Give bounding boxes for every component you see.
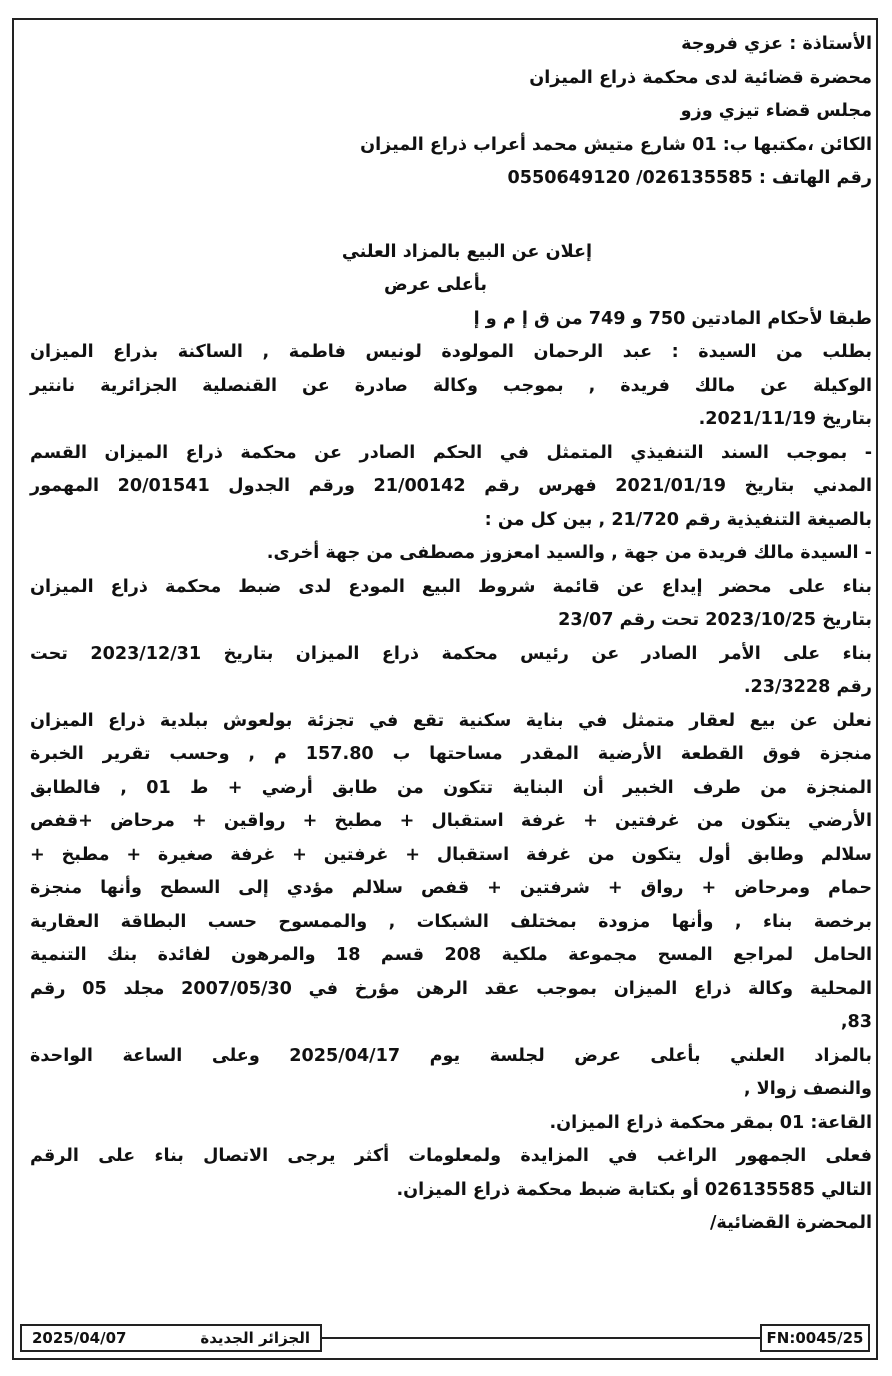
announcement-document [30, 28, 872, 1241]
body-line: المدني بتاريخ 2021/01/19 فهرس رقم 21/00142 ورقم الجدول 20/01541 المهمور [30, 476, 872, 496]
body-line: برخصة بناء , وأنها مزودة بمختلف الشبكات , والممسوح حسب البطاقة العقارية [30, 911, 872, 932]
body-line: حمام ومرحاض + رواق + شرفتين + قفص سلالم مؤدي إلى السطح وأنها منجزة [30, 878, 872, 898]
body-line: منجزة فوق القطعة الأرضية المقدر مساحتها ب 157.80 م , وحسب تقرير الخبرة [30, 744, 872, 764]
body-line: رقم 23/3228. [743, 677, 872, 697]
body-line: - السيدة مالك فريدة من جهة , والسيد امعزوز مصطفى من جهة أخرى. [266, 543, 872, 563]
body-line: طبقا لأحكام المادتين 750 و 749 من ق إ م و إ [473, 308, 872, 329]
phone-number: رقم الهاتف : 026135585/ 0550649120 [507, 168, 872, 188]
body-line: بالصيغة التنفيذية رقم 21/720 , بين كل من : [484, 509, 872, 530]
body-line: والنصف زوالا , [743, 1079, 872, 1099]
body-line: فعلى الجمهور الراغب في المزايدة ولمعلومات أكثر يرجى الاتصال بناء على الرقم [30, 1146, 872, 1166]
body-line: الأرضي يتكون من غرفتين + غرفة استقبال + مطبخ + رواقين + مرحاض +قفص [30, 811, 872, 831]
body-line: سلالم وطابق أول يتكون من غرفة استقبال + غرفتين + غرفة صغيرة + مطبخ + [30, 844, 872, 865]
announcement-body [30, 303, 872, 1208]
body-line: بتاريخ 2021/11/19. [698, 409, 872, 429]
signature: المحضرة القضائية/ [709, 1213, 872, 1233]
body-line: بالمزاد العلني بأعلى عرض لجلسة يوم 2025/04/17 وعلى الساعة الواحدة [30, 1045, 872, 1066]
body-line: الوكيلة عن مالك فريدة , بموجب وكالة صادرة عن القنصلية الجزائرية نانتير [30, 375, 872, 396]
bailiff-name: الأستاذة : عزي فروجة [681, 34, 872, 54]
footer [12, 1316, 878, 1360]
body-line: الحامل لمراجع المسح مجموعة ملكية 208 قسم 18 والمرهون لفائدة بنك التنمية [30, 945, 872, 965]
court-council: مجلس قضاء تيزي وزو [680, 101, 872, 121]
publication-date: 2025/04/07 [32, 1329, 127, 1347]
bailiff-title: محضرة قضائية لدى محكمة ذراع الميزان [529, 67, 872, 88]
newspaper-name: الجزائر الجديدة [200, 1329, 310, 1347]
body-line: بطلب من السيدة : عبد الرحمان المولودة لونيس فاطمة , الساكنة بذراع الميزان [30, 342, 872, 362]
body-line: التالي 026135585 أو بكتابة ضبط محكمة ذراع الميزان. [396, 1179, 872, 1200]
bailiff-header [30, 28, 872, 196]
body-line: القاعة: 01 بمقر محكمة ذراع الميزان. [549, 1112, 872, 1133]
body-line: نعلن عن بيع لعقار متمثل في بناية سكنية تقع في تجزئة بولعوش ببلدية ذراع الميزان [30, 710, 872, 731]
footer-rule [322, 1337, 760, 1339]
body-line: بناء على الأمر الصادر عن رئيس محكمة ذراع الميزان بتاريخ 2023/12/31 تحت [30, 643, 872, 664]
body-line: 83, [840, 1012, 872, 1032]
body-line: بتاريخ 2023/10/25 تحت رقم 23/07 [558, 610, 872, 630]
body-line: بناء على محضر إيداع عن قائمة شروط البيع المودع لدى ضبط محكمة ذراع الميزان [30, 576, 872, 597]
announcement-title: إعلان عن البيع بالمزاد العلني [341, 241, 592, 262]
body-line: - بموجب السند التنفيذي المتمثل في الحكم الصادر عن محكمة ذراع الميزان القسم [30, 442, 872, 463]
office-address: الكائن ،مكتبها ب: 01 شارع متيش محمد أعراب ذراع الميزان [360, 134, 872, 155]
body-line: المنجزة من طرف الخبير أن البناية تتكون من طابق أرضي + ط 01 , فالطابق [30, 777, 872, 798]
announcement-subtitle: بأعلى عرض [384, 275, 487, 295]
reference-tag: FN:0045/25 [760, 1324, 870, 1352]
body-line: المحلية وكالة ذراع الميزان بموجب عقد الرهن مؤرخ في 2007/05/30 مجلد 05 رقم [30, 978, 872, 999]
newspaper-tag [20, 1324, 322, 1352]
